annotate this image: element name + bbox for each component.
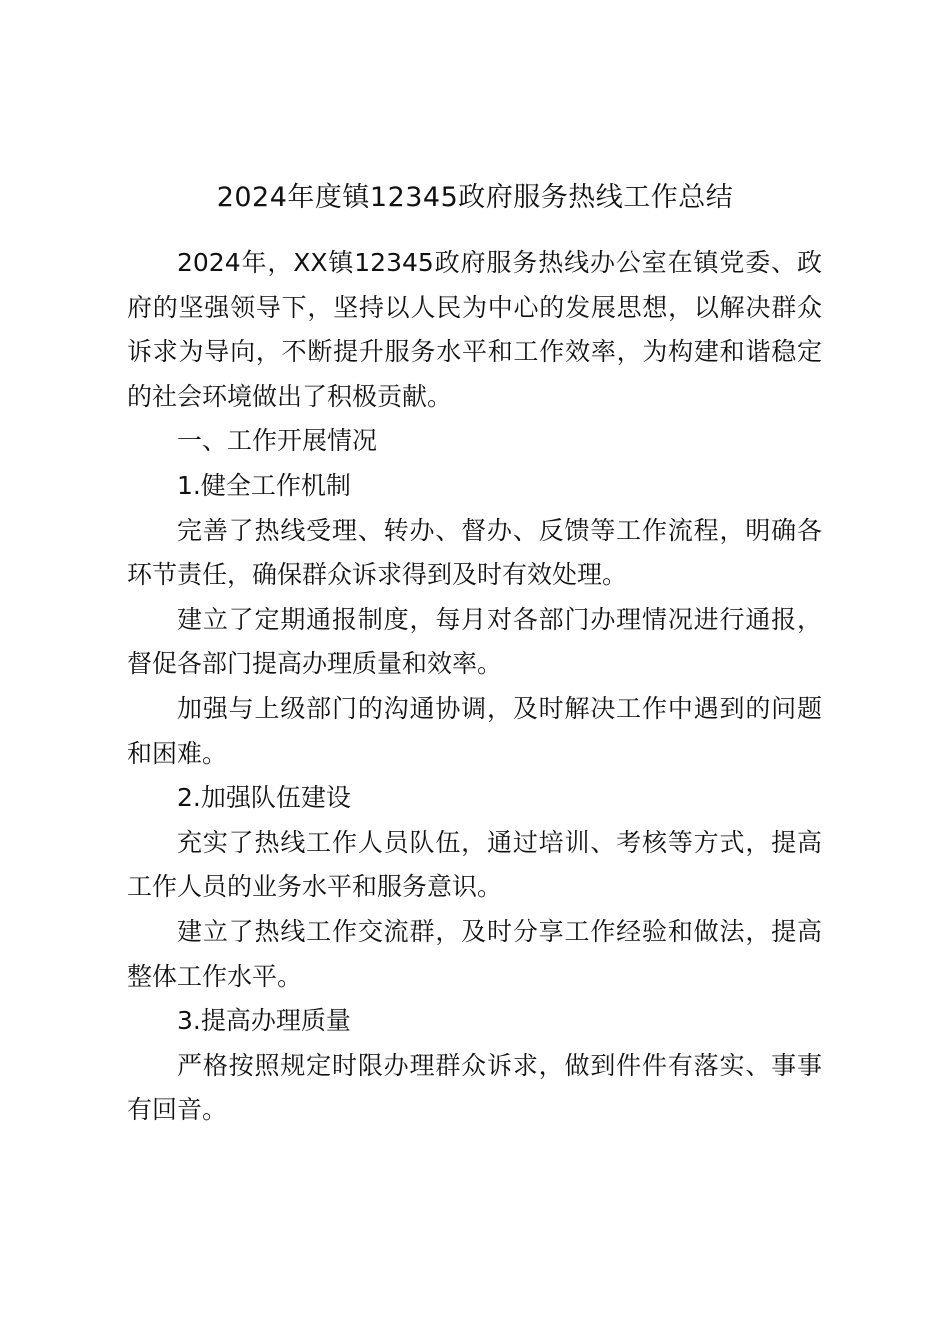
paragraph-workflow: 完善了热线受理、转办、督办、反馈等工作流程，明确各环节责任，确保群众诉求得到及时有效处理。 (127, 515, 822, 590)
paragraph-coordination: 加强与上级部门的沟通协调，及时解决工作中遇到的问题和困难。 (127, 693, 822, 768)
paragraph-staff-training: 充实了热线工作人员队伍，通过培训、考核等方式，提高工作人员的业务水平和服务意识。 (127, 827, 822, 902)
subheading-handling-quality: 3.提高办理质量 (177, 1006, 351, 1036)
document-body (127, 241, 822, 1133)
section-heading-work-progress: 一、工作开展情况 (177, 426, 378, 456)
paragraph-time-limit: 严格按照规定时限办理群众诉求，做到件件有落实、事事有回音。 (127, 1050, 822, 1125)
paragraph-exchange-group: 建立了热线工作交流群，及时分享工作经验和做法，提高整体工作水平。 (127, 916, 822, 991)
intro-paragraph: 2024年，XX镇12345政府服务热线办公室在镇党委、政府的坚强领导下，坚持以人民为中心的发展思想，以解决群众诉求为导向，不断提升服务水平和工作效率，为构建和谐稳定的社会环境做出了积极贡献。 (127, 248, 822, 411)
paragraph-report-system: 建立了定期通报制度，每月对各部门办理情况进行通报，督促各部门提高办理质量和效率。 (127, 604, 822, 679)
subheading-team-building: 2.加强队伍建设 (177, 783, 351, 813)
subheading-mechanism: 1.健全工作机制 (177, 470, 351, 500)
document-title: 2024年度镇12345政府服务热线工作总结 (216, 182, 734, 213)
